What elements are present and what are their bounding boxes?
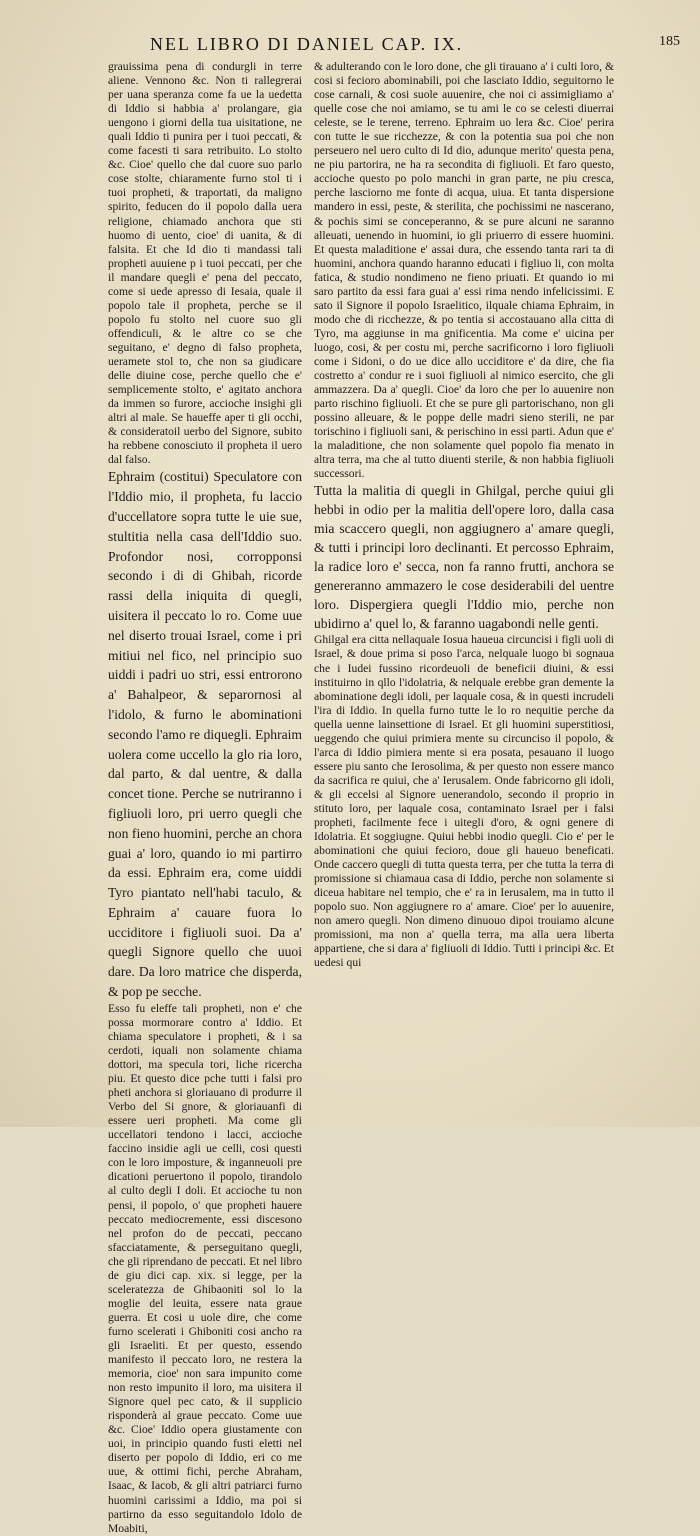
commentary-paragraph: Ghilgal era citta nellaquale Iosua haueua circuncisi i figli uoli di Israel, & doue prima si poso l'arca, nelquale luogo bi sognaua che i Iudei fussino ricordeuoli de beneficii diuini, & essi instituirno in qllo l'idolatria, & nelquale erebbe gran demente la abominatione degli idoli, per laquale cosa, & in questi incrudeli l'ira di Iddio. In quella furno tutte le lo ro nequitie perche da quella uenne lainsettione di Israel. Et gli huomini superstitiosi, ueggendo che quiui primiera mente su circunciso il popolo, & l'arca di Iddio pimiera mente si era posata, pesauano il luogo essere piu santo che Ierosolima, & per questo non essere manco da sacrifica re quiui, che a' Ierusalem. Onde fabricorno gli idoli, & gli eccelsi al Signore uenerandolo, secondo il proprio in stituto loro, per laquale cosa, contaminato Israel per i falsi propheti, facilmente fece i uitegli d'oro, & ogni genere di Idolatria. Et soggiugne. Quiui hebbi inodio quegli. Cio e' per le abominationi che quiui fecioro, doue gli haueuo beneficati. Onde caccero quegli di tutta questa terra, per che tutta la terra di promissione si chiamaua casa di Iddio, perche non solamente si diceua habitare nel tempio, che e' ra in Ierusalem, ma in tutto il popolo suo. Non aggiugnere ro a' amare. Cioe' per lo auuenire, non amero quegli. Non dimeno dinuouo dipoi trouiamo alcune promissioni, ma non a' quella terra, ma alla uera liberta appartiene, che si dara a' figliuoli di Iddio. Tutti i principi &c. Et uedesi qui <box>314 633 614 970</box>
left-column <box>108 60 302 1536</box>
commentary-paragraph: Esso fu eleffe tali propheti, non e' che possa mormorare contro a' Iddio. Et chiama speculatore i propheti, & i sa cerdoti, iquali non solamente chiama dottori, ma specula tori, liche ricercha piu. Et questo dice pche tutti i falsi pro pheti anchora si gloriauano di produrre il Verbo del Si gnore, & gloriauanfi di essere ueri propheti. Ma come gli uccellatori tendono i lacci, accioche faccino insidie agli ue celli, cosi questi con le loro imposture, & inganneuoli pre dicationi peruertono il popolo, tirandolo al culto degli I doli. Et accioche tu non pensi, il popolo, o' que propheti hauere peccato mediocremente, essi discesono nel profon do de peccati, peccano sfacciatamente, & perseguitano quegli, che gli riprendano de peccati. Et nel libro de giu dici cap. xix. si legge, per la sceleratezza de Ghibaoniti sol lo la moglie del leuita, essere nata graue guerra. Et cosi u uole dire, che come furno scelerati i Ghiboniti cosi ancho ra gli Israeliti. Et per questo, essendo manifesto il peccato loro, ne restera la memoria, cioe' non sara impunito come non resto impunito il loro, ma uisitera il Signore quel pec cato, & il supplicio risponderà al graue peccato. Come uue &c. Cioe' Iddio opera giustamente con uoi, in principio quando fusti eletti nel diserto per popolo di Iddio, eri co me uue, & ottimi fichi, perche Abraham, Isaac, & Iacob, & gli altri patriarci furno huomini carissimi a Iddio, ma poi si partirno da esso seguitandolo Idolo de Moabiti, <box>108 1001 302 1535</box>
running-title: NEL LIBRO DI DANIEL CAP. IX. <box>150 34 464 54</box>
commentary-paragraph: grauissima pena di condurgli in terre aliene. Vennono &c. Non ti rallegrerai per uana speranza come fa ue la uedetta di Iddio si habbia a' prolangare, gia uengono i giorni della tua uisitatione, ne quali Iddio ti punira per i tuoi peccati, & come facesti ti sara retribuito. Lo stolto &c. Cioe' quello che dal cuore suo parlo cose stolte, chiaramente furno stol ti i tuoi propheti, & traportati, da maligno spirito, feducen do il popolo dalla uera religione, chiamado anchora que sti huomo di uento, cioe' di uanita, & di falsita. Et che Id dio ti mandassi tali propheti auuiene p i tuoi peccati, per che il mandare quegli e' pena del peccato, come si uede apresso di Iesaia, quale il popolo tale il propheta, perche se il popolo fu stolto nel cuore suo gli offendiculi, & le altre co se che seguitano, e' degno di falso propheta, ueramete stol to, che non sa giudicare delle diuine cose, perche quello che e' semplicemente stolto, e' agitato anchora da immen so furore, accioche insighi gli altri al male. Se haueffe aper ti gli occhi, & consideratoil uerbo del Signore, subito ha rebbene conosciuto il propheta il uero dal falso. <box>108 60 302 467</box>
commentary-paragraph: & adulterando con le loro done, che gli tirauano a' i culti loro, & cosi si fecioro abominabili, poi che lasciato Iddio, seguitorno le cose carnali, & cosi suole auuenire, che noi ci assimigliamo a' quelle cose che noi amiamo, se tu ami le co se celesti diuerrai celeste, se le terene, terreno. Ephraim uo lera &c. Cioe' perira con tutte le sue ricchezze, & con la potentia sua poi che non perseuero nel uero culto di Id dio, adunque merito' questa pena, ne piu partorira, ne ha ra secondita di figliuoli. Et faro questo, accioche questo po polo manchi in gran parte, ne piu cresca, perche lasciorno me fonte di acqua, uiua. Et tanta dispersione mandero in essi, peste, & sterilita, che pochissimi ne nascerano, & pochis simi se conceperanno, & se pure alcuni ne saranno alleuati, uenendo in huomini, io gli priuerro di essere huomini. Et questa maladitione e' assai dura, che essendo tanta rari ta di huomini, anchora quando haranno educati i figliuo li, con molta fatica, & studio nondimeno ne fieno priuati. Et quando io mi saro partito da essi fara guai a' essi rima nendo infelicissimi. E sato il Signore il popolo Israelitico, ilquale chiama Ephraim, in modo che di ricchezze, & po tentia si accostauano alla citta di Tyro, ma aggiunse in ma gnificentia. Ma come e' uicina per luogo, cosi, & per costu mi, perche sacrificorno i loro figliuoli come i Sidoni, o do ue dice allo ucciditore e' da dire, che fia costretto a' condur re i suoi figliuoli al nimico esercito, che gli ammazzera. Da a' quegli. Cioe' da loro che per lo auuenire non parto rischino figliuoli. Et che se pure gli partorischano, non gli possino alleuare, & le poppe delle madri sieno sterili, ne par torischino i figliuoli sani, & perischino in essi parti. Adun que e' la maladitione, che non solamente quel popolo fia menato in altra terra, ma che al tutto diuenti sterile, & non habbia figliuoli successori. <box>314 60 614 481</box>
scripture-paragraph: Ephraim (costitui) Speculatore con l'Iddio mio, il propheta, fu laccio d'uccellatore sopra tutte le uie sue, stultitia nella casa dell'Iddio suo. Profondor nosi, corropponsi secondo i di di Ghibah, ricorde rassi della iniquita di quegli, uisitera il peccato lo ro. Come uue nel diserto trouai Israel, come i pri mitiui nel fico, nel principio suo uiddi i padri uo stri, essi entrorono a' Bahalpeor, & separornosi al l'idolo, & furno le abominationi secondo l'amo re diquegli. Ephraim uolera come uccello la glo ria loro, dal parto, & dal uentre, & dalla concet tione. Perche se nutriranno i figliuoli loro, pri uerro quegli che non fieno huomini, perche an chora guai a' loro, quando io mi partirro da essi. Ephraim era, come uiddi Tyro piantato nell'habi taculo, & Ephraim a' cauare fuora lo ucciditore i figliuoli suoi. Da a' quegli Signore quello che uuoi dare. Da loro matrice che disperda, & pop pe secche. <box>108 469 302 1000</box>
right-column <box>314 60 614 971</box>
page-header <box>150 34 680 58</box>
scripture-paragraph: Tutta la malitia di quegli in Ghilgal, perche quiui gli hebbi in odio per la malitia dell'opere loro, dalla casa mia scaccero quegli, non aggiugnero a' amare quegli, & tutti i principi loro declinanti. Et percosso Ephraim, la radice loro e' secca, non fa ranno frutti, anchora se genereranno ammazero le cose desiderabili del uentre loro. Dispergiera quegli l'Iddio mio, perche non ubidirno a' quel lo, & faranno uagabondi nelle genti. <box>314 483 614 632</box>
page-number: 185 <box>659 34 680 49</box>
